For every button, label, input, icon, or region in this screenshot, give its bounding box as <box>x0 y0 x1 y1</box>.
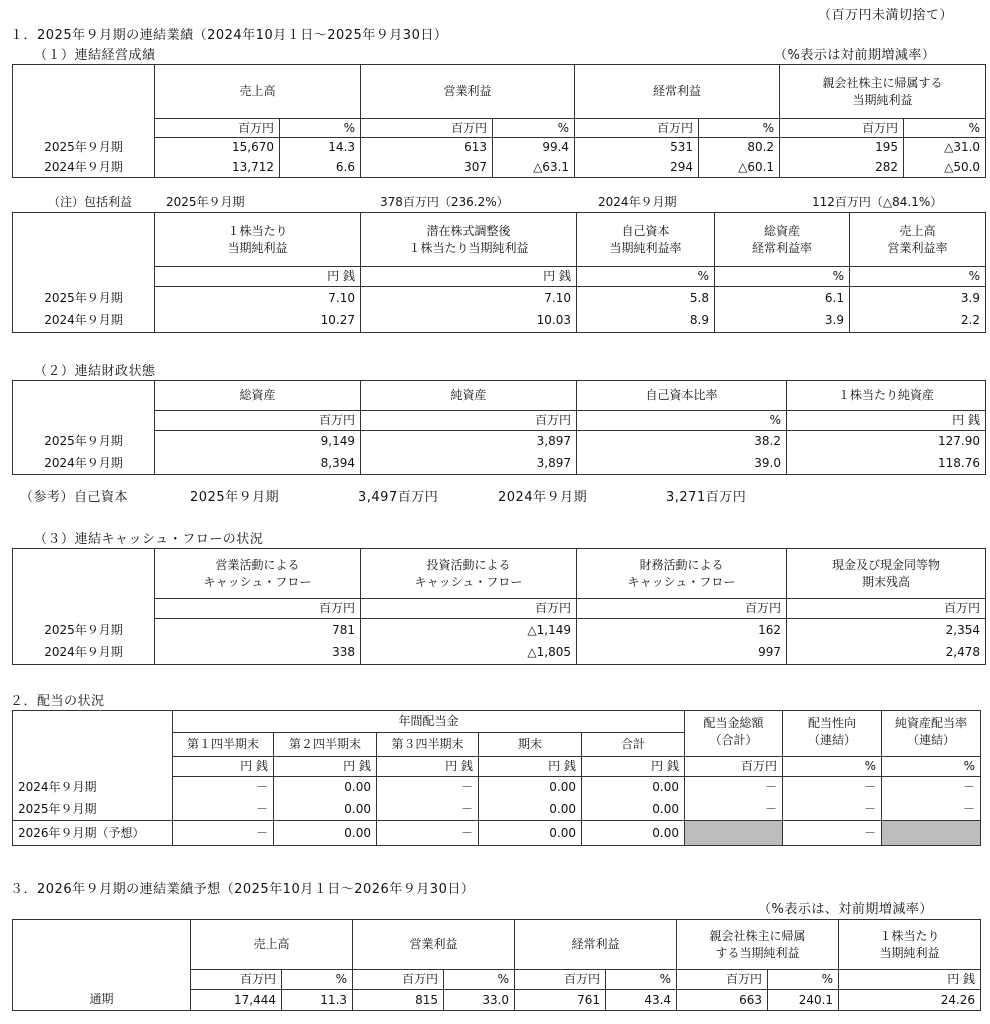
unit-cell: % <box>577 411 787 431</box>
equity-ref-period2: 2024年９月期 <box>498 490 588 505</box>
row-label: 2024年９月期 <box>13 777 173 799</box>
unit-cell: 百万円 <box>191 970 282 990</box>
cell-value: 6.6 <box>280 158 361 178</box>
unit-cell: % <box>904 119 986 138</box>
operating-results-table <box>12 64 986 178</box>
header-row <box>13 381 986 411</box>
row-label: 2025年９月期 <box>13 287 155 310</box>
header-line: （連結） <box>807 733 856 747</box>
cell-value: 11.3 <box>282 990 353 1011</box>
header-bps: １株当たり純資産 <box>787 381 986 411</box>
header-payout-ratio <box>783 711 882 757</box>
header-line: 当期純利益 <box>879 945 940 960</box>
header-doe <box>882 711 981 757</box>
cell-value: 0.00 <box>274 799 377 821</box>
unit-cell: % <box>282 970 353 990</box>
table-row <box>13 158 986 178</box>
cell-value: △50.0 <box>904 158 986 178</box>
header-line: 営業活動による <box>215 557 300 572</box>
unit-cell: % <box>783 757 882 777</box>
cell-value: 195 <box>780 138 904 158</box>
unit-cell: 円 銭 <box>274 757 377 777</box>
cell-value: 0.00 <box>479 799 582 821</box>
cell-value: 80.2 <box>699 138 780 158</box>
cell-value: － <box>173 799 274 821</box>
unit-cell: 百万円 <box>677 970 768 990</box>
header-q3: 第３四半期末 <box>377 733 479 757</box>
cell-value: 10.03 <box>361 310 577 333</box>
header-line: １株当たり <box>879 928 940 943</box>
cell-value: 14.3 <box>280 138 361 158</box>
cell-value: 24.26 <box>839 990 981 1011</box>
unit-cell: % <box>606 970 677 990</box>
cell-value: 8,394 <box>155 453 361 475</box>
cell-value: 38.2 <box>577 431 787 453</box>
table-row <box>13 821 981 846</box>
unit-cell: % <box>882 757 981 777</box>
unit-cell: 円 銭 <box>839 970 981 990</box>
table-row <box>13 138 986 158</box>
cell-value: 15,670 <box>155 138 280 158</box>
cell-value: 43.4 <box>606 990 677 1011</box>
unit-note: （百万円未満切捨て） <box>818 8 954 23</box>
cell-value: 0.00 <box>274 821 377 846</box>
cell-value: － <box>783 821 882 846</box>
cell-value: 0.00 <box>582 821 685 846</box>
row-label: 2025年９月期 <box>13 138 155 158</box>
subsection2-title: （２）連結財政状態 <box>34 364 156 379</box>
cell-value: － <box>173 821 274 846</box>
row-label: 2025年９月期 <box>13 619 155 642</box>
header-cash-balance <box>787 549 986 599</box>
equity-ref-value1: 3,497百万円 <box>358 490 439 505</box>
header-line: 経常利益率 <box>751 240 812 255</box>
header-net-income-line1: 親会社株主に帰属する <box>822 75 943 90</box>
cell-value: 3.9 <box>850 287 986 310</box>
cell-value: 240.1 <box>768 990 839 1011</box>
header-line: キャッシュ・フロー <box>203 574 312 589</box>
equity-ref-value2: 3,271百万円 <box>666 490 747 505</box>
header-year-end: 期末 <box>479 733 582 757</box>
table-row <box>13 619 986 642</box>
cell-value: 17,444 <box>191 990 282 1011</box>
cell-value: 2.2 <box>850 310 986 333</box>
unit-cell: % <box>699 119 780 138</box>
comprehensive-value2: 112百万円（△84.1%） <box>812 195 943 209</box>
row-label: 2025年９月期 <box>13 799 173 821</box>
subsection1-title: （１）連結経営成績 <box>34 48 156 63</box>
header-eps <box>155 213 361 267</box>
cell-value: 2,354 <box>787 619 986 642</box>
cell-value: 307 <box>361 158 493 178</box>
section1-title: １．2025年９月期の連結業績（2024年10月１日～2025年９月30日） <box>10 28 448 43</box>
row-label: 2025年９月期 <box>13 431 155 453</box>
row-label: 2024年９月期 <box>13 642 155 665</box>
cell-value: － <box>685 777 783 799</box>
row-label: 2024年９月期 <box>13 158 155 178</box>
comprehensive-period1: 2025年９月期 <box>166 195 245 209</box>
section2-title: ２．配当の状況 <box>10 694 105 709</box>
header-line: 投資活動による <box>426 557 511 572</box>
table-row <box>13 431 986 453</box>
cell-value: 531 <box>575 138 699 158</box>
header-line: 潜在株式調整後 <box>426 223 511 238</box>
header-line: 期末残高 <box>861 574 910 589</box>
unit-cell: 百万円 <box>575 119 699 138</box>
header-line: 配当金総額 <box>703 716 764 730</box>
header-equity-ratio: 自己資本比率 <box>577 381 787 411</box>
table-row <box>13 799 981 821</box>
cell-value: 8.9 <box>577 310 715 333</box>
cell-value: 9,149 <box>155 431 361 453</box>
unit-cell: 百万円 <box>361 599 577 619</box>
cell-value: － <box>783 777 882 799</box>
header-net-income <box>780 65 986 119</box>
cell-value: 10.27 <box>155 310 361 333</box>
header-eps <box>839 920 981 970</box>
header-net-assets: 純資産 <box>361 381 577 411</box>
header-line: 純資産配当率 <box>894 716 967 730</box>
header-ordinary-income: 経常利益 <box>515 920 677 970</box>
header-annual-dividend: 年間配当金 <box>173 711 685 733</box>
cell-value: 781 <box>155 619 361 642</box>
units-row <box>13 970 981 990</box>
cell-value <box>882 821 981 846</box>
cell-value <box>685 821 783 846</box>
unit-cell: % <box>577 267 715 287</box>
header-line: １株当たり <box>227 223 288 238</box>
cell-value: 0.00 <box>479 777 582 799</box>
cell-value: 6.1 <box>715 287 850 310</box>
cell-value: 3,897 <box>361 431 577 453</box>
header-sales: 売上高 <box>155 65 361 119</box>
cell-value: 663 <box>677 990 768 1011</box>
units-row <box>13 119 986 138</box>
cell-value: 127.90 <box>787 431 986 453</box>
header-line: 親会社株主に帰属 <box>709 928 806 943</box>
subsection1-note: （%表示は対前期増減率） <box>774 48 936 63</box>
forecast-table <box>12 919 981 1011</box>
units-row <box>13 599 986 619</box>
cell-value: △1,149 <box>361 619 577 642</box>
unit-cell: 百万円 <box>361 411 577 431</box>
header-line: 総資産 <box>763 223 800 238</box>
unit-cell: % <box>768 970 839 990</box>
section3-note: （%表示は、対前期増減率） <box>758 902 933 917</box>
cell-value: 2,478 <box>787 642 986 665</box>
unit-cell: 百万円 <box>685 757 783 777</box>
cell-value: 0.00 <box>274 777 377 799</box>
unit-cell: 百万円 <box>361 119 493 138</box>
table-row <box>13 287 986 310</box>
header-line: キャッシュ・フロー <box>627 574 736 589</box>
cash-flow-table <box>12 548 986 665</box>
header-total-dividend <box>685 711 783 757</box>
header-q2: 第２四半期末 <box>274 733 377 757</box>
unit-cell: 百万円 <box>780 119 904 138</box>
header-row <box>13 549 986 599</box>
dividend-table <box>12 710 981 846</box>
header-line: 自己資本 <box>621 223 670 238</box>
header-operating-margin <box>850 213 986 267</box>
units-row <box>13 757 981 777</box>
header-line: 当期純利益 <box>227 240 288 255</box>
header-line: 配当性向 <box>807 716 856 730</box>
header-net-income <box>677 920 839 970</box>
equity-ref-period1: 2025年９月期 <box>190 490 280 505</box>
cell-value: △1,805 <box>361 642 577 665</box>
header-operating-cf <box>155 549 361 599</box>
unit-cell: 百万円 <box>577 599 787 619</box>
cell-value: △31.0 <box>904 138 986 158</box>
cell-value: － <box>783 799 882 821</box>
header-line: 売上高 <box>899 223 936 238</box>
unit-cell: 円 銭 <box>361 267 577 287</box>
header-q1: 第１四半期末 <box>173 733 274 757</box>
ratios-table <box>12 212 986 333</box>
cell-value: 5.8 <box>577 287 715 310</box>
header-line: キャッシュ・フロー <box>414 574 523 589</box>
unit-cell: 円 銭 <box>155 267 361 287</box>
row-label: 2024年９月期 <box>13 310 155 333</box>
cell-value: △63.1 <box>493 158 575 178</box>
unit-cell: % <box>850 267 986 287</box>
header-line: １株当たり当期純利益 <box>408 240 529 255</box>
section3-title: ３．2026年９月期の連結業績予想（2025年10月１日～2026年９月30日） <box>10 882 475 897</box>
header-row <box>13 920 981 970</box>
cell-value: 294 <box>575 158 699 178</box>
unit-cell: % <box>493 119 575 138</box>
cell-value: 39.0 <box>577 453 787 475</box>
header-net-income-line2: 当期純利益 <box>852 92 913 107</box>
unit-cell: 円 銭 <box>377 757 479 777</box>
cell-value: － <box>377 799 479 821</box>
header-total-assets: 総資産 <box>155 381 361 411</box>
cell-value: － <box>882 777 981 799</box>
unit-cell: 百万円 <box>155 411 361 431</box>
unit-cell: % <box>715 267 850 287</box>
header-operating-income: 営業利益 <box>361 65 575 119</box>
header-row <box>13 711 981 733</box>
unit-cell: 百万円 <box>155 599 361 619</box>
cell-value: 613 <box>361 138 493 158</box>
financial-position-table <box>12 380 986 475</box>
header-line: 現金及び現金同等物 <box>831 557 940 572</box>
header-total: 合計 <box>582 733 685 757</box>
cell-value: 118.76 <box>787 453 986 475</box>
cell-value: 997 <box>577 642 787 665</box>
comprehensive-period2: 2024年９月期 <box>598 195 677 209</box>
cell-value: 0.00 <box>582 777 685 799</box>
cell-value: △60.1 <box>699 158 780 178</box>
cell-value: － <box>882 799 981 821</box>
header-operating-income: 営業利益 <box>353 920 515 970</box>
cell-value: 13,712 <box>155 158 280 178</box>
header-line: （合計） <box>709 733 758 747</box>
unit-cell: 円 銭 <box>173 757 274 777</box>
cell-value: 3,897 <box>361 453 577 475</box>
cell-value: 282 <box>780 158 904 178</box>
header-roa <box>715 213 850 267</box>
comprehensive-income-label: （注）包括利益 <box>48 195 133 209</box>
table-row <box>13 642 986 665</box>
cell-value: － <box>377 821 479 846</box>
comprehensive-value1: 378百万円（236.2%） <box>380 195 509 209</box>
cell-value: 3.9 <box>715 310 850 333</box>
cell-value: 7.10 <box>361 287 577 310</box>
unit-cell: 百万円 <box>787 599 986 619</box>
cell-value: 815 <box>353 990 444 1011</box>
table-row <box>13 777 981 799</box>
cell-value: 338 <box>155 642 361 665</box>
header-roe <box>577 213 715 267</box>
cell-value: 33.0 <box>444 990 515 1011</box>
cell-value: 162 <box>577 619 787 642</box>
cell-value: － <box>173 777 274 799</box>
unit-cell: % <box>280 119 361 138</box>
cell-value: 99.4 <box>493 138 575 158</box>
row-label: 2026年９月期（予想） <box>13 821 173 846</box>
unit-cell: 円 銭 <box>582 757 685 777</box>
cell-value: － <box>377 777 479 799</box>
header-ordinary-income: 経常利益 <box>575 65 780 119</box>
header-line: 当期純利益率 <box>609 240 682 255</box>
header-diluted-eps <box>361 213 577 267</box>
unit-cell: 円 銭 <box>787 411 986 431</box>
units-row <box>13 267 986 287</box>
unit-cell: 円 銭 <box>479 757 582 777</box>
subsection3-title: （３）連結キャッシュ・フローの状況 <box>34 532 264 547</box>
unit-cell: 百万円 <box>515 970 606 990</box>
header-sales: 売上高 <box>191 920 353 970</box>
cell-value: 7.10 <box>155 287 361 310</box>
cell-value: 761 <box>515 990 606 1011</box>
unit-cell: 百万円 <box>353 970 444 990</box>
unit-cell: % <box>444 970 515 990</box>
table-row <box>13 453 986 475</box>
header-row <box>13 65 986 119</box>
header-line: 営業利益率 <box>887 240 948 255</box>
row-label: 通期 <box>13 990 191 1011</box>
header-financing-cf <box>577 549 787 599</box>
unit-cell: 百万円 <box>155 119 280 138</box>
equity-ref-label: （参考）自己資本 <box>20 490 129 505</box>
header-line: （連結） <box>906 733 955 747</box>
header-investing-cf <box>361 549 577 599</box>
header-line: 財務活動による <box>639 557 724 572</box>
table-row <box>13 990 981 1011</box>
table-row <box>13 310 986 333</box>
cell-value: － <box>685 799 783 821</box>
cell-value: 0.00 <box>582 799 685 821</box>
header-row <box>13 213 986 267</box>
units-row <box>13 411 986 431</box>
cell-value: 0.00 <box>479 821 582 846</box>
row-label: 2024年９月期 <box>13 453 155 475</box>
header-line: する当期純利益 <box>715 945 800 960</box>
